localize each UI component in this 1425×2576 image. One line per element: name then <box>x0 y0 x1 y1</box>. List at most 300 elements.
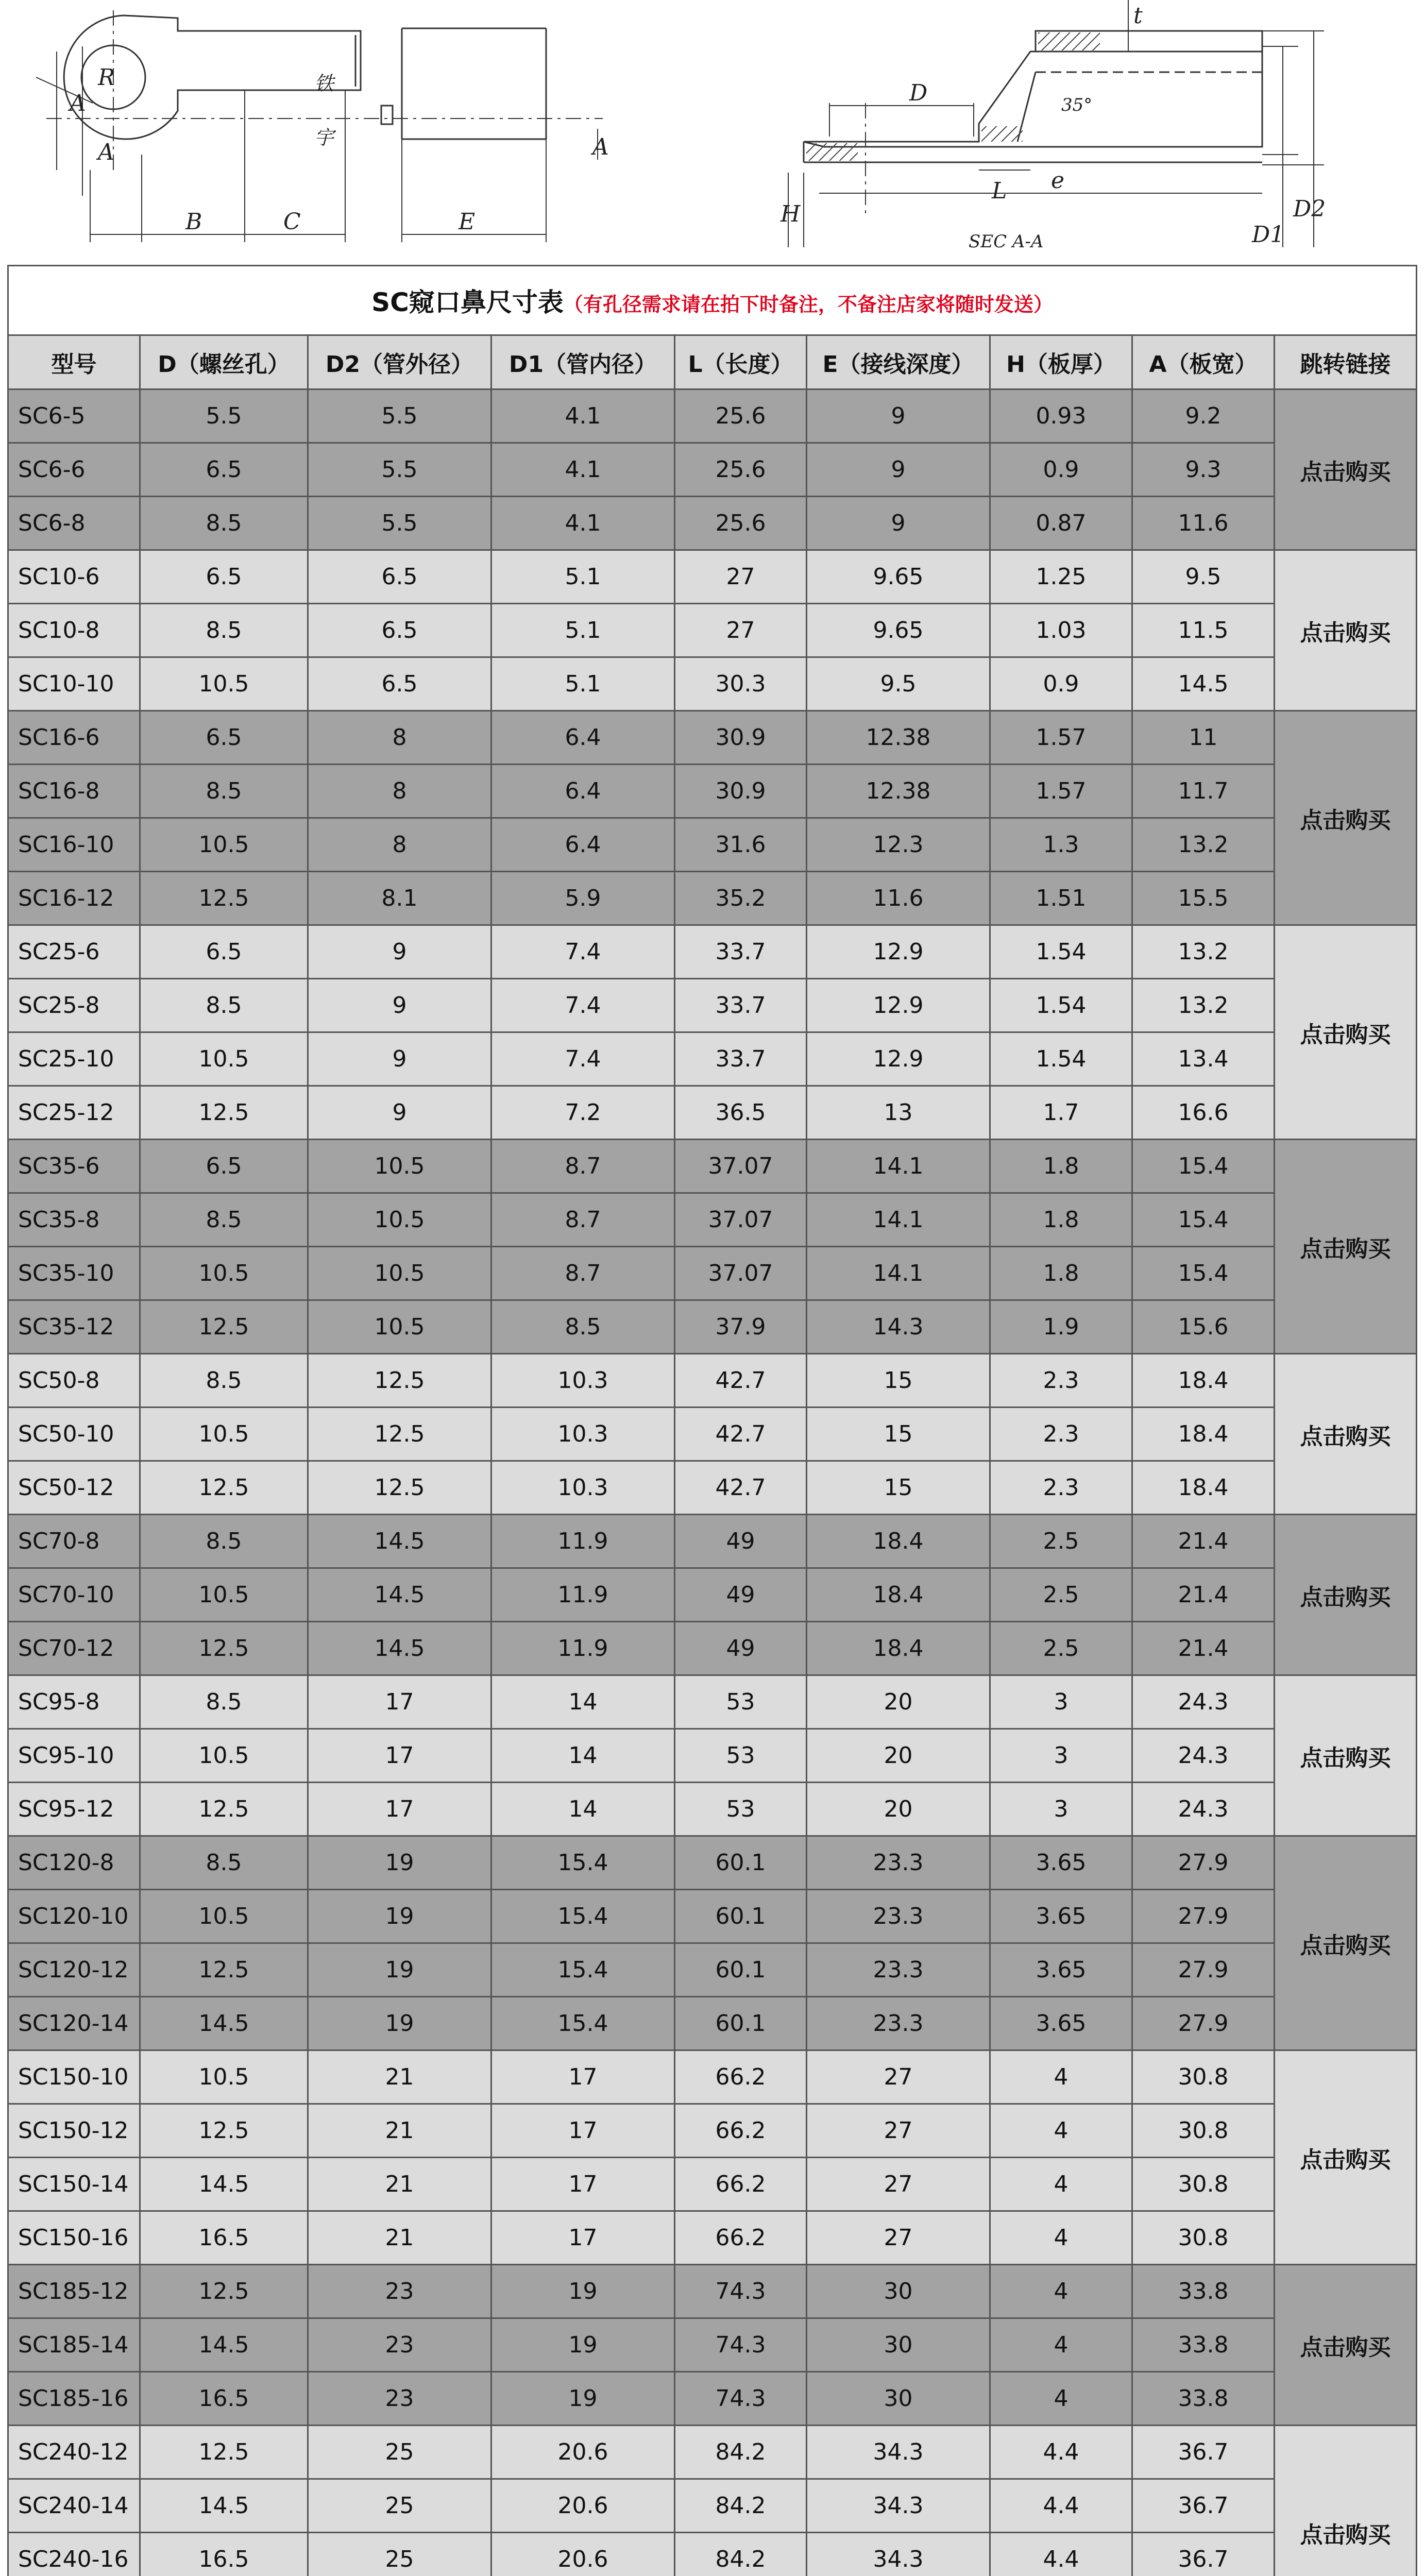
value-cell: 24.3 <box>1132 1675 1275 1729</box>
buy-link[interactable]: 点击购买 <box>1275 389 1417 550</box>
value-cell: 27.9 <box>1132 1997 1275 2050</box>
value-cell: 34.3 <box>807 2479 990 2533</box>
table-row <box>8 389 1417 443</box>
value-cell: 14.1 <box>807 1247 990 1300</box>
model-cell: SC10-10 <box>8 657 140 711</box>
value-cell: 6.5 <box>140 443 308 497</box>
value-cell: 49 <box>675 1568 807 1622</box>
table-row <box>8 1997 1417 2050</box>
value-cell: 14.5 <box>1132 657 1275 711</box>
model-cell: SC240-12 <box>8 2426 140 2479</box>
value-cell: 12.3 <box>807 818 990 872</box>
table-row <box>8 2426 1417 2479</box>
value-cell: 20 <box>807 1783 990 1836</box>
value-cell: 27 <box>675 550 807 604</box>
value-cell: 8.5 <box>140 765 308 818</box>
value-cell: 4.1 <box>491 389 675 443</box>
value-cell: 18.4 <box>1132 1354 1275 1408</box>
value-cell: 4 <box>990 2104 1132 2158</box>
value-cell: 20.6 <box>491 2479 675 2533</box>
value-cell: 4.4 <box>990 2426 1132 2479</box>
value-cell: 74.3 <box>675 2318 807 2372</box>
value-cell: 36.7 <box>1132 2533 1275 2576</box>
value-cell: 4.4 <box>990 2533 1132 2576</box>
table-row <box>8 1032 1417 1086</box>
buy-link[interactable]: 点击购买 <box>1275 1140 1417 1354</box>
model-cell: SC185-12 <box>8 2265 140 2318</box>
model-cell: SC150-10 <box>8 2050 140 2104</box>
value-cell: 37.07 <box>675 1193 807 1247</box>
value-cell: 6.5 <box>140 711 308 765</box>
label-A-arrow-left: A <box>98 139 114 165</box>
value-cell: 24.3 <box>1132 1729 1275 1783</box>
value-cell: 53 <box>675 1729 807 1783</box>
table-row <box>8 1193 1417 1247</box>
value-cell: 13 <box>807 1086 990 1140</box>
value-cell: 15.4 <box>1132 1247 1275 1300</box>
value-cell: 5.5 <box>308 389 491 443</box>
value-cell: 15.4 <box>491 1890 675 1943</box>
table-row <box>8 657 1417 711</box>
table-note: （有孔径需求请在拍下时备注，不备注店家将随时发送） <box>563 293 1053 316</box>
model-cell: SC25-8 <box>8 979 140 1032</box>
table-row <box>8 1461 1417 1515</box>
value-cell: 12.5 <box>140 2426 308 2479</box>
value-cell: 13.2 <box>1132 925 1275 979</box>
value-cell: 74.3 <box>675 2372 807 2426</box>
value-cell: 4.1 <box>491 443 675 497</box>
value-cell: 2.5 <box>990 1622 1132 1675</box>
table-header-row <box>8 335 1417 389</box>
value-cell: 20.6 <box>491 2533 675 2576</box>
value-cell: 19 <box>308 1997 491 2050</box>
label-D2: D2 <box>1293 196 1326 222</box>
value-cell: 10.3 <box>491 1408 675 1461</box>
value-cell: 6.5 <box>140 1140 308 1193</box>
value-cell: 14.5 <box>140 2479 308 2533</box>
value-cell: 23 <box>308 2265 491 2318</box>
value-cell: 37.9 <box>675 1300 807 1354</box>
value-cell: 12.9 <box>807 925 990 979</box>
label-B: B <box>185 209 202 235</box>
value-cell: 53 <box>675 1783 807 1836</box>
table-row <box>8 979 1417 1032</box>
value-cell: 7.4 <box>491 925 675 979</box>
table-row <box>8 2533 1417 2576</box>
value-cell: 10.5 <box>308 1300 491 1354</box>
value-cell: 3 <box>990 1675 1132 1729</box>
value-cell: 18.4 <box>807 1568 990 1622</box>
value-cell: 16.5 <box>140 2533 308 2576</box>
value-cell: 21 <box>308 2158 491 2211</box>
value-cell: 30.9 <box>675 765 807 818</box>
value-cell: 9.3 <box>1132 443 1275 497</box>
value-cell: 19 <box>308 1890 491 1943</box>
value-cell: 3 <box>990 1783 1132 1836</box>
value-cell: 11.7 <box>1132 765 1275 818</box>
value-cell: 6.4 <box>491 711 675 765</box>
value-cell: 37.07 <box>675 1247 807 1300</box>
value-cell: 1.8 <box>990 1247 1132 1300</box>
value-cell: 12.38 <box>807 765 990 818</box>
value-cell: 15 <box>807 1408 990 1461</box>
buy-link[interactable]: 点击购买 <box>1275 2050 1417 2265</box>
label-R: R <box>98 64 115 91</box>
model-cell: SC35-6 <box>8 1140 140 1193</box>
buy-link[interactable]: 点击购买 <box>1275 1836 1417 2050</box>
value-cell: 23 <box>308 2318 491 2372</box>
table-row <box>8 765 1417 818</box>
value-cell: 9 <box>807 497 990 550</box>
value-cell: 1.25 <box>990 550 1132 604</box>
value-cell: 49 <box>675 1515 807 1568</box>
value-cell: 5.1 <box>491 550 675 604</box>
value-cell: 1.57 <box>990 711 1132 765</box>
value-cell: 12.5 <box>140 1461 308 1515</box>
value-cell: 14.5 <box>140 2318 308 2372</box>
value-cell: 17 <box>491 2158 675 2211</box>
value-cell: 8.5 <box>140 497 308 550</box>
value-cell: 27 <box>807 2158 990 2211</box>
value-cell: 15.5 <box>1132 872 1275 925</box>
label-H: H <box>781 201 801 227</box>
table-row <box>8 550 1417 604</box>
buy-link[interactable]: 点击购买 <box>1275 1354 1417 1515</box>
table-row <box>8 1783 1417 1836</box>
value-cell: 14.5 <box>140 2158 308 2211</box>
model-cell: SC120-8 <box>8 1836 140 1890</box>
value-cell: 10.5 <box>308 1140 491 1193</box>
model-cell: SC6-5 <box>8 389 140 443</box>
column-header: 型号 <box>8 335 140 389</box>
value-cell: 1.8 <box>990 1140 1132 1193</box>
model-cell: SC25-10 <box>8 1032 140 1086</box>
value-cell: 9.65 <box>807 550 990 604</box>
table-row <box>8 1943 1417 1997</box>
value-cell: 12.5 <box>140 1783 308 1836</box>
value-cell: 10.5 <box>140 1408 308 1461</box>
value-cell: 18.4 <box>807 1622 990 1675</box>
model-cell: SC50-12 <box>8 1461 140 1515</box>
table-row <box>8 1247 1417 1300</box>
value-cell: 66.2 <box>675 2158 807 2211</box>
model-cell: SC6-8 <box>8 497 140 550</box>
value-cell: 14 <box>491 1729 675 1783</box>
value-cell: 21.4 <box>1132 1568 1275 1622</box>
value-cell: 11.9 <box>491 1622 675 1675</box>
value-cell: 1.8 <box>990 1193 1132 1247</box>
table-row <box>8 2104 1417 2158</box>
table-row <box>8 1890 1417 1943</box>
model-cell: SC70-12 <box>8 1622 140 1675</box>
value-cell: 10.5 <box>308 1247 491 1300</box>
value-cell: 17 <box>491 2104 675 2158</box>
buy-link[interactable]: 点击购买 <box>1275 2426 1417 2576</box>
value-cell: 25.6 <box>675 443 807 497</box>
value-cell: 9 <box>807 389 990 443</box>
model-cell: SC95-10 <box>8 1729 140 1783</box>
value-cell: 2.3 <box>990 1461 1132 1515</box>
value-cell: 33.8 <box>1132 2318 1275 2372</box>
value-cell: 30.8 <box>1132 2104 1275 2158</box>
value-cell: 14.1 <box>807 1140 990 1193</box>
value-cell: 1.3 <box>990 818 1132 872</box>
value-cell: 66.2 <box>675 2104 807 2158</box>
value-cell: 3.65 <box>990 1997 1132 2050</box>
model-cell: SC35-8 <box>8 1193 140 1247</box>
value-cell: 30.8 <box>1132 2211 1275 2265</box>
value-cell: 10.5 <box>140 1568 308 1622</box>
value-cell: 0.9 <box>990 443 1132 497</box>
value-cell: 8.5 <box>140 1515 308 1568</box>
value-cell: 4 <box>990 2372 1132 2426</box>
value-cell: 4 <box>990 2318 1132 2372</box>
value-cell: 84.2 <box>675 2533 807 2576</box>
value-cell: 30 <box>807 2265 990 2318</box>
table-row <box>8 711 1417 765</box>
value-cell: 1.51 <box>990 872 1132 925</box>
value-cell: 11.5 <box>1132 604 1275 657</box>
model-cell: SC185-14 <box>8 2318 140 2372</box>
value-cell: 23.3 <box>807 1890 990 1943</box>
value-cell: 27.9 <box>1132 1836 1275 1890</box>
value-cell: 8.7 <box>491 1140 675 1193</box>
value-cell: 60.1 <box>675 1943 807 1997</box>
label-t: t <box>1133 3 1143 29</box>
table-row <box>8 872 1417 925</box>
value-cell: 13.2 <box>1132 818 1275 872</box>
model-cell: SC16-10 <box>8 818 140 872</box>
column-header: 跳转链接 <box>1275 335 1417 389</box>
value-cell: 36.7 <box>1132 2479 1275 2533</box>
value-cell: 1.54 <box>990 1032 1132 1086</box>
value-cell: 12.9 <box>807 1032 990 1086</box>
model-cell: SC150-16 <box>8 2211 140 2265</box>
value-cell: 10.5 <box>140 818 308 872</box>
label-A-arrow-right: A <box>592 134 609 160</box>
value-cell: 4 <box>990 2211 1132 2265</box>
value-cell: 25.6 <box>675 497 807 550</box>
value-cell: 8.7 <box>491 1193 675 1247</box>
value-cell: 21.4 <box>1132 1515 1275 1568</box>
value-cell: 12.5 <box>140 2265 308 2318</box>
value-cell: 10.5 <box>140 1247 308 1300</box>
value-cell: 5.1 <box>491 604 675 657</box>
value-cell: 4.4 <box>990 2479 1132 2533</box>
label-D1: D1 <box>1252 222 1285 248</box>
value-cell: 9 <box>308 925 491 979</box>
value-cell: 8.5 <box>140 1193 308 1247</box>
column-header: A（板宽） <box>1132 335 1275 389</box>
value-cell: 6.4 <box>491 818 675 872</box>
value-cell: 84.2 <box>675 2479 807 2533</box>
value-cell: 15 <box>807 1461 990 1515</box>
table-row <box>8 2050 1417 2104</box>
value-cell: 5.5 <box>140 389 308 443</box>
column-header: E（接线深度） <box>807 335 990 389</box>
value-cell: 14.5 <box>308 1568 491 1622</box>
value-cell: 16.5 <box>140 2372 308 2426</box>
value-cell: 8.5 <box>140 604 308 657</box>
value-cell: 9.65 <box>807 604 990 657</box>
buy-link[interactable]: 点击购买 <box>1275 1515 1417 1675</box>
value-cell: 10.5 <box>140 1032 308 1086</box>
value-cell: 20 <box>807 1675 990 1729</box>
model-cell: SC35-10 <box>8 1247 140 1300</box>
value-cell: 18.4 <box>807 1515 990 1568</box>
table-title: SC窥口鼻尺寸表 <box>371 287 564 317</box>
value-cell: 2.5 <box>990 1515 1132 1568</box>
value-cell: 42.7 <box>675 1354 807 1408</box>
model-cell: SC16-12 <box>8 872 140 925</box>
stamp-mark-2: 铁 <box>314 72 334 95</box>
table-row <box>8 1622 1417 1675</box>
value-cell: 10.5 <box>308 1193 491 1247</box>
value-cell: 49 <box>675 1622 807 1675</box>
value-cell: 60.1 <box>675 1836 807 1890</box>
value-cell: 7.4 <box>491 979 675 1032</box>
value-cell: 12.9 <box>807 979 990 1032</box>
value-cell: 8.5 <box>140 1675 308 1729</box>
model-cell: SC25-6 <box>8 925 140 979</box>
value-cell: 14.5 <box>140 1997 308 2050</box>
value-cell: 4 <box>990 2050 1132 2104</box>
value-cell: 1.54 <box>990 979 1132 1032</box>
value-cell: 10.5 <box>140 1890 308 1943</box>
value-cell: 27 <box>807 2050 990 2104</box>
model-cell: SC35-12 <box>8 1300 140 1354</box>
value-cell: 18.4 <box>1132 1408 1275 1461</box>
value-cell: 5.1 <box>491 657 675 711</box>
table-row <box>8 443 1417 497</box>
value-cell: 12.5 <box>140 2104 308 2158</box>
buy-link[interactable]: 点击购买 <box>1275 550 1417 711</box>
value-cell: 17 <box>491 2050 675 2104</box>
value-cell: 10.5 <box>140 2050 308 2104</box>
table-row <box>8 1568 1417 1622</box>
value-cell: 30.9 <box>675 711 807 765</box>
table-row <box>8 925 1417 979</box>
model-cell: SC240-14 <box>8 2479 140 2533</box>
value-cell: 5.5 <box>308 497 491 550</box>
model-cell: SC95-12 <box>8 1783 140 1836</box>
value-cell: 3.65 <box>990 1890 1132 1943</box>
value-cell: 33.7 <box>675 979 807 1032</box>
model-cell: SC150-12 <box>8 2104 140 2158</box>
size-table <box>7 265 1417 2576</box>
value-cell: 25 <box>308 2426 491 2479</box>
buy-link[interactable]: 点击购买 <box>1275 1675 1417 1836</box>
value-cell: 12.5 <box>140 1622 308 1675</box>
value-cell: 17 <box>491 2211 675 2265</box>
value-cell: 25.6 <box>675 389 807 443</box>
value-cell: 21 <box>308 2211 491 2265</box>
model-cell: SC150-14 <box>8 2158 140 2211</box>
value-cell: 3 <box>990 1729 1132 1783</box>
value-cell: 60.1 <box>675 1890 807 1943</box>
value-cell: 19 <box>491 2318 675 2372</box>
value-cell: 37.07 <box>675 1140 807 1193</box>
value-cell: 8.7 <box>491 1247 675 1300</box>
value-cell: 7.4 <box>491 1032 675 1086</box>
label-section: SEC A-A <box>969 231 1044 252</box>
value-cell: 7.2 <box>491 1086 675 1140</box>
table-row <box>8 2211 1417 2265</box>
value-cell: 6.5 <box>140 925 308 979</box>
buy-link[interactable]: 点击购买 <box>1275 711 1417 925</box>
value-cell: 3.65 <box>990 1943 1132 1997</box>
value-cell: 8.5 <box>140 1836 308 1890</box>
model-cell: SC50-8 <box>8 1354 140 1408</box>
value-cell: 34.3 <box>807 2426 990 2479</box>
value-cell: 84.2 <box>675 2426 807 2479</box>
table-row <box>8 1408 1417 1461</box>
value-cell: 3.65 <box>990 1836 1132 1890</box>
value-cell: 12.5 <box>308 1461 491 1515</box>
value-cell: 10.3 <box>491 1354 675 1408</box>
table-row <box>8 1354 1417 1408</box>
value-cell: 12.5 <box>308 1408 491 1461</box>
value-cell: 12.5 <box>308 1354 491 1408</box>
value-cell: 2.5 <box>990 1568 1132 1622</box>
value-cell: 53 <box>675 1675 807 1729</box>
value-cell: 20.6 <box>491 2426 675 2479</box>
value-cell: 15.4 <box>491 1943 675 1997</box>
table-row <box>8 2318 1417 2372</box>
value-cell: 6.5 <box>308 657 491 711</box>
column-header: H（板厚） <box>990 335 1132 389</box>
table-row <box>8 2158 1417 2211</box>
value-cell: 9.5 <box>1132 550 1275 604</box>
value-cell: 15.4 <box>1132 1193 1275 1247</box>
value-cell: 8.5 <box>491 1300 675 1354</box>
value-cell: 30 <box>807 2372 990 2426</box>
model-cell: SC16-8 <box>8 765 140 818</box>
model-cell: SC240-16 <box>8 2533 140 2576</box>
value-cell: 0.93 <box>990 389 1132 443</box>
value-cell: 27 <box>807 2211 990 2265</box>
value-cell: 5.5 <box>308 443 491 497</box>
value-cell: 12.5 <box>140 1300 308 1354</box>
value-cell: 42.7 <box>675 1408 807 1461</box>
label-D: D <box>909 80 928 106</box>
section-outline <box>804 31 1262 147</box>
table-row <box>8 1836 1417 1890</box>
value-cell: 16.6 <box>1132 1086 1275 1140</box>
value-cell: 9 <box>308 1032 491 1086</box>
value-cell: 19 <box>308 1836 491 1890</box>
model-cell: SC50-10 <box>8 1408 140 1461</box>
label-e: e <box>1051 167 1065 194</box>
value-cell: 15 <box>807 1354 990 1408</box>
value-cell: 9 <box>308 1086 491 1140</box>
value-cell: 25 <box>308 2479 491 2533</box>
table-title-row <box>8 266 1417 335</box>
value-cell: 23.3 <box>807 1997 990 2050</box>
value-cell: 9 <box>308 979 491 1032</box>
value-cell: 10.3 <box>491 1461 675 1515</box>
value-cell: 4 <box>990 2158 1132 2211</box>
value-cell: 6.5 <box>140 550 308 604</box>
table-row <box>8 1300 1417 1354</box>
value-cell: 36.7 <box>1132 2426 1275 2479</box>
buy-link[interactable]: 点击购买 <box>1275 925 1417 1140</box>
value-cell: 14.3 <box>807 1300 990 1354</box>
value-cell: 4.1 <box>491 497 675 550</box>
value-cell: 2.3 <box>990 1408 1132 1461</box>
buy-link[interactable]: 点击购买 <box>1275 2265 1417 2426</box>
value-cell: 17 <box>308 1729 491 1783</box>
